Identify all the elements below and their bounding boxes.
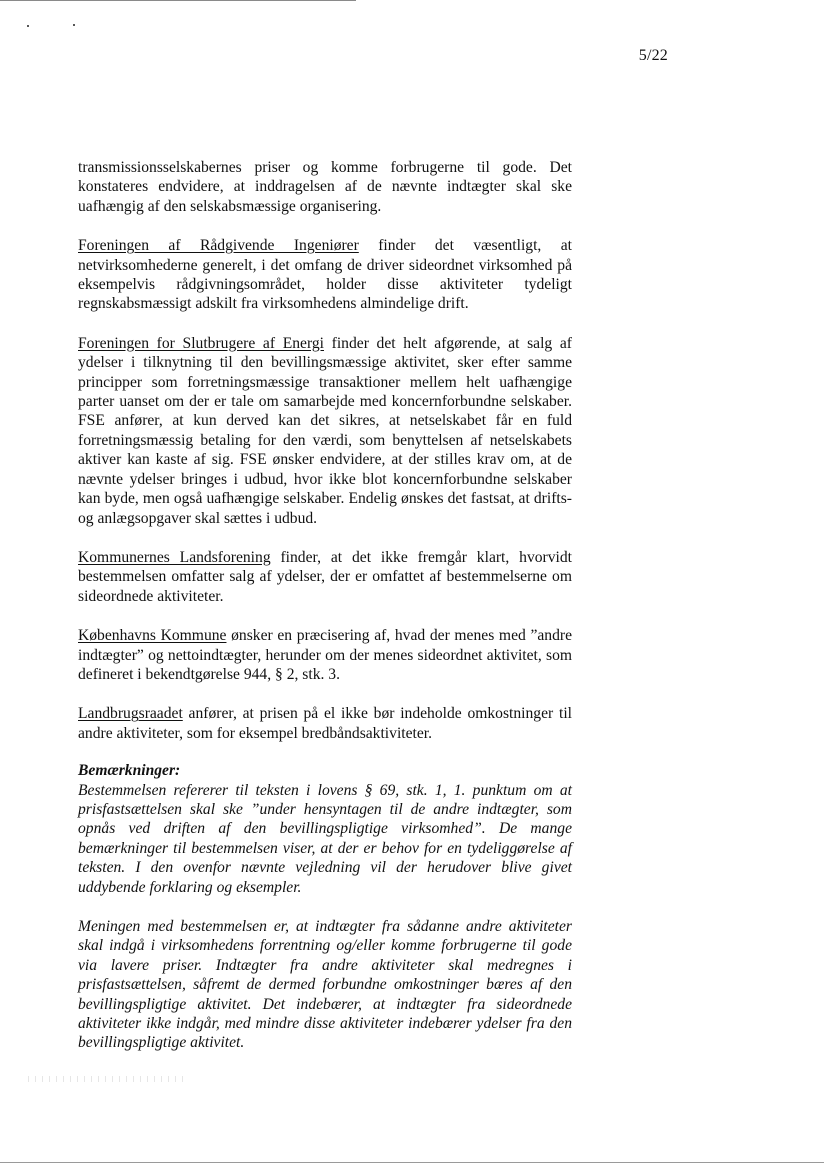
document-body — [78, 158, 572, 1053]
organization-name: Københavns Kommune — [78, 627, 227, 645]
organization-name: Foreningen for Slutbrugere af Energi — [78, 334, 324, 352]
organization-name: Landbrugsraadet — [78, 705, 183, 723]
paragraph-fse — [78, 334, 572, 528]
paragraph-kk — [78, 626, 572, 684]
scan-edge-line — [0, 1162, 824, 1163]
scan-edge-line — [0, 0, 356, 1]
remarks-paragraph: Meningen med bestemmelsen er, at indtægter fra sådanne andre aktiviteter skal indgå i virksomhedens forrentning og/eller komme forbrugerne til gode via lavere priser. Indtægter fra andre aktiviteter skal medregnes i prisfastsættelsen, såfremt de dermed forbundne omkostninger bæres af den bevillingspligtige aktivitet. Det indebærer, at indtægter fra sideordnede aktiviteter ikke indgår, med mindre disse aktiviteter indebærer ydelser fra den bevillingspligtige aktivitet. — [78, 918, 572, 1052]
paragraph-text: ønsker en præcisering af, hvad der menes med ”andre indtægter” og nettoindtægter, herunder om der menes sideordnet aktivitet, som defineret i bekendtgørelse 944, § 2, stk. 3. — [78, 627, 573, 683]
paragraph-fri — [78, 236, 572, 314]
scan-speck — [73, 24, 75, 26]
remarks-heading: Bemærkninger: — [78, 762, 181, 780]
paragraph-text: finder det helt afgørende, at salg af ydelser i tilknytning til den bevillingsmæssige aktivitet, sker efter samme principper som forretningsmæssige transaktioner mellem helt uafhængige parter uanset om der er tale om samarbejde med koncernforbundne selskaber. FSE anfører, at kun derved kan det sikres, at netselskabet får en fuld forretningsmæssig betaling for den værdi, som benyttelsen af netselskabets aktiver kan kaste af sig. FSE ønsker endvidere, at der stilles krav om, at de nævnte ydelser bringes i udbud, hvor ikke blot koncernforbundne selskaber kan byde, men også uafhængige selskaber. Endelig ønskes det fastsat, at drifts- og anlægsopgaver skal sættes i udbud. — [78, 334, 572, 527]
paragraph-text: finder, at det ikke fremgår klart, hvorvidt bestemmelsen omfatter salg af ydelser, der er omfattet af bestemmelserne om sideordnede aktiviteter. — [78, 548, 572, 605]
scan-noise — [28, 1076, 188, 1082]
organization-name: Kommunernes Landsforening — [78, 548, 271, 566]
paragraph-landbrug — [78, 704, 572, 743]
remarks-paragraph: Bestemmelsen refererer til teksten i lovens § 69, stk. 1, 1. punktum om at prisfastsættelsen skal ske ”under hensyntagen til de andre indtægter, som opnås ved driften af den bevillingspligtige virksomhed”. De mange bemærkninger til bestemmelsen viser, at der er behov for en tydeliggørelse af teksten. I den ovenfor nævnte vejledning vil der herudover blive givet uddybende forklaring og eksempler. — [78, 781, 572, 896]
paragraph-transmission: transmissionsselskabernes priser og komme forbrugerne til gode. Det konstateres endvidere, at inddragelsen af de nævnte indtægter skal ske uafhængig af den selskabsmæssige organisering. — [78, 159, 572, 215]
scan-speck — [27, 25, 29, 27]
page-number: 5/22 — [638, 47, 668, 64]
paragraph-kl — [78, 548, 572, 606]
organization-name: Foreningen af Rådgivende Ingeniører — [78, 237, 359, 255]
paragraph-text: finder det væsentligt, at netvirksomhederne generelt, i det omfang de driver sideordnet virksomhed på eksempelvis rådgivningsområdet, holder disse aktiviteter tydeligt regnskabsmæssigt adskilt fra virksomhedens almindelige drift. — [78, 237, 572, 313]
paragraph-text: anfører, at prisen på el ikke bør indeholde omkostninger til andre aktiviteter, som for eksempel bredbåndsaktiviteter. — [78, 705, 572, 742]
